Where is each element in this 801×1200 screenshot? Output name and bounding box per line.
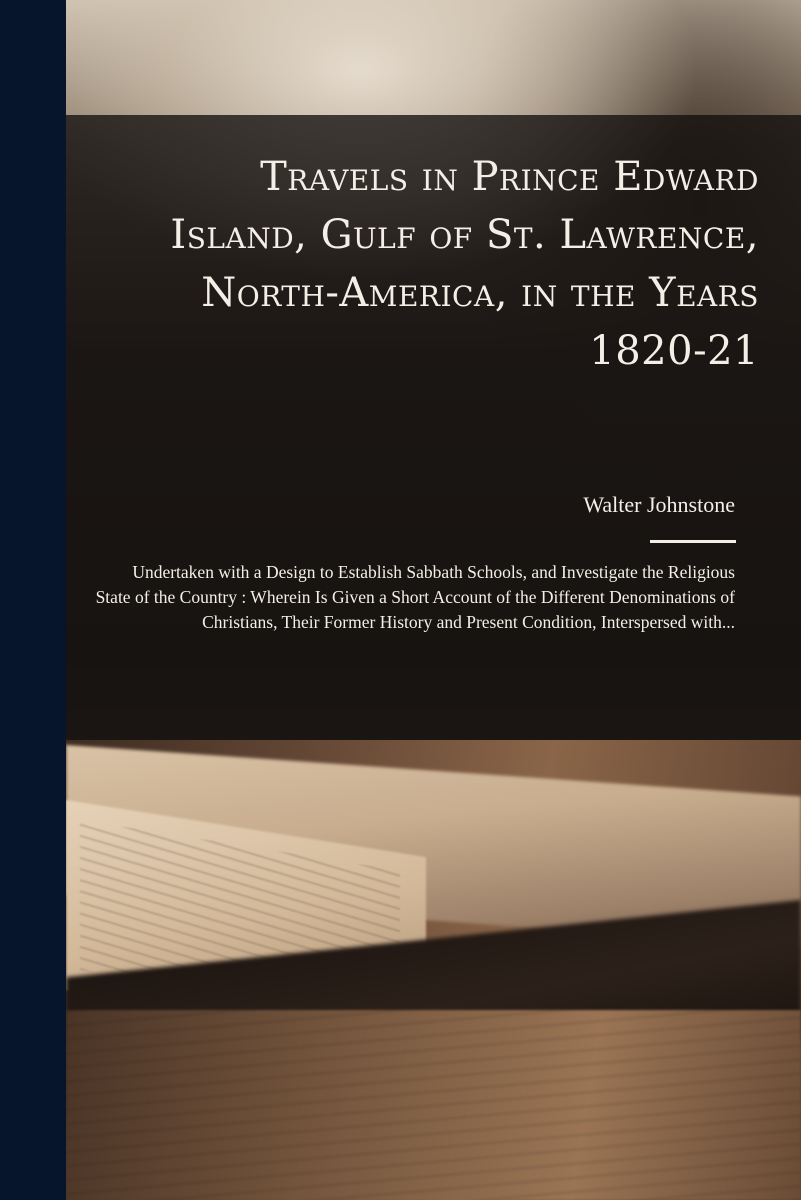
- book-subtitle: Undertaken with a Design to Establish Sabbath Schools, and Investigate the Religious State of the Country : Wherein Is Given a Short Account of the Different Denominations of Christians, Their Former History and Present Condition, Interspersed with...: [95, 562, 735, 632]
- divider-rule: [650, 540, 736, 543]
- book-author: Walter Johnstone: [583, 492, 735, 517]
- book-title: Travels in Prince Edward Island, Gulf of St. Lawrence, North-America, in the Years 1820-21: [170, 154, 759, 374]
- cover-spine-band: [0, 0, 66, 1200]
- background-photo-wood-surface: [66, 1010, 801, 1200]
